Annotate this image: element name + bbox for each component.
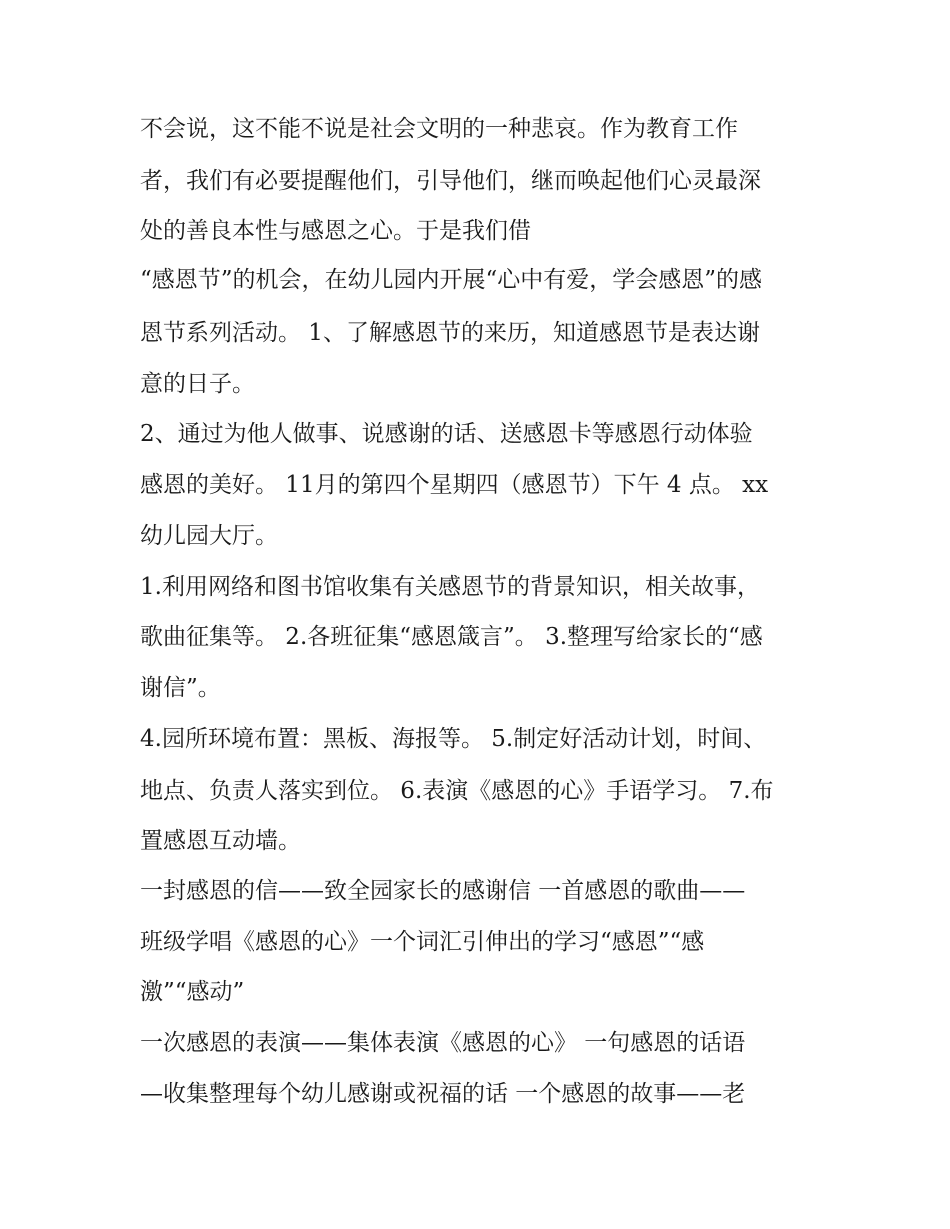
text-line: 感恩的美好。 11月的第四个星期四（感恩节）下午 4 点。 xx — [140, 472, 769, 498]
text-line: 者，我们有必要提醒他们，引导他们，继而唤起他们心灵最深 — [140, 168, 761, 194]
text-line: —收集整理每个幼儿感谢或祝福的话 一个感恩的故事——老 — [140, 1081, 746, 1107]
text-line: 一次感恩的表演——集体表演《感恩的心》 一句感恩的话语 — [140, 1030, 746, 1056]
text-line: 谢信”。 — [140, 675, 221, 701]
text-line: 意的日子。 — [140, 371, 255, 397]
text-line: 班级学唱《感恩的心》一个词汇引伸出的学习“感恩”“感 — [140, 929, 705, 955]
text-line: 1.利用网络和图书馆收集有关感恩节的背景知识，相关故事， — [140, 574, 760, 600]
text-line: 恩节系列活动。 1、了解感恩节的来历，知道感恩节是表达谢 — [140, 320, 760, 346]
text-line: 不会说，这不能不说是社会文明的一种悲哀。作为教育工作 — [140, 116, 738, 142]
text-line: 2、通过为他人做事、说感谢的话、送感恩卡等感恩行动体验 — [140, 421, 753, 447]
text-line: 置感恩互动墙。 — [140, 828, 301, 854]
text-line: 幼儿园大厅。 — [140, 523, 278, 549]
text-line: 歌曲征集等。 2.各班征集“感恩箴言”。 3.整理写给家长的“感 — [140, 624, 763, 650]
text-line: “感恩节”的机会，在幼儿园内开展“心中有爱，学会感恩”的感 — [140, 267, 763, 293]
text-line: 4.园所环境布置：黑板、海报等。 5.制定好活动计划，时间、 — [140, 726, 767, 752]
text-line: 一封感恩的信——致全园家长的感谢信 一首感恩的歌曲—— — [140, 878, 746, 904]
text-line: 激”“感动” — [140, 979, 245, 1005]
text-line: 地点、负责人落实到位。 6.表演《感恩的心》手语学习。 7.布 — [140, 778, 774, 804]
text-line: 处的善良本性与感恩之心。于是我们借 — [140, 218, 531, 244]
